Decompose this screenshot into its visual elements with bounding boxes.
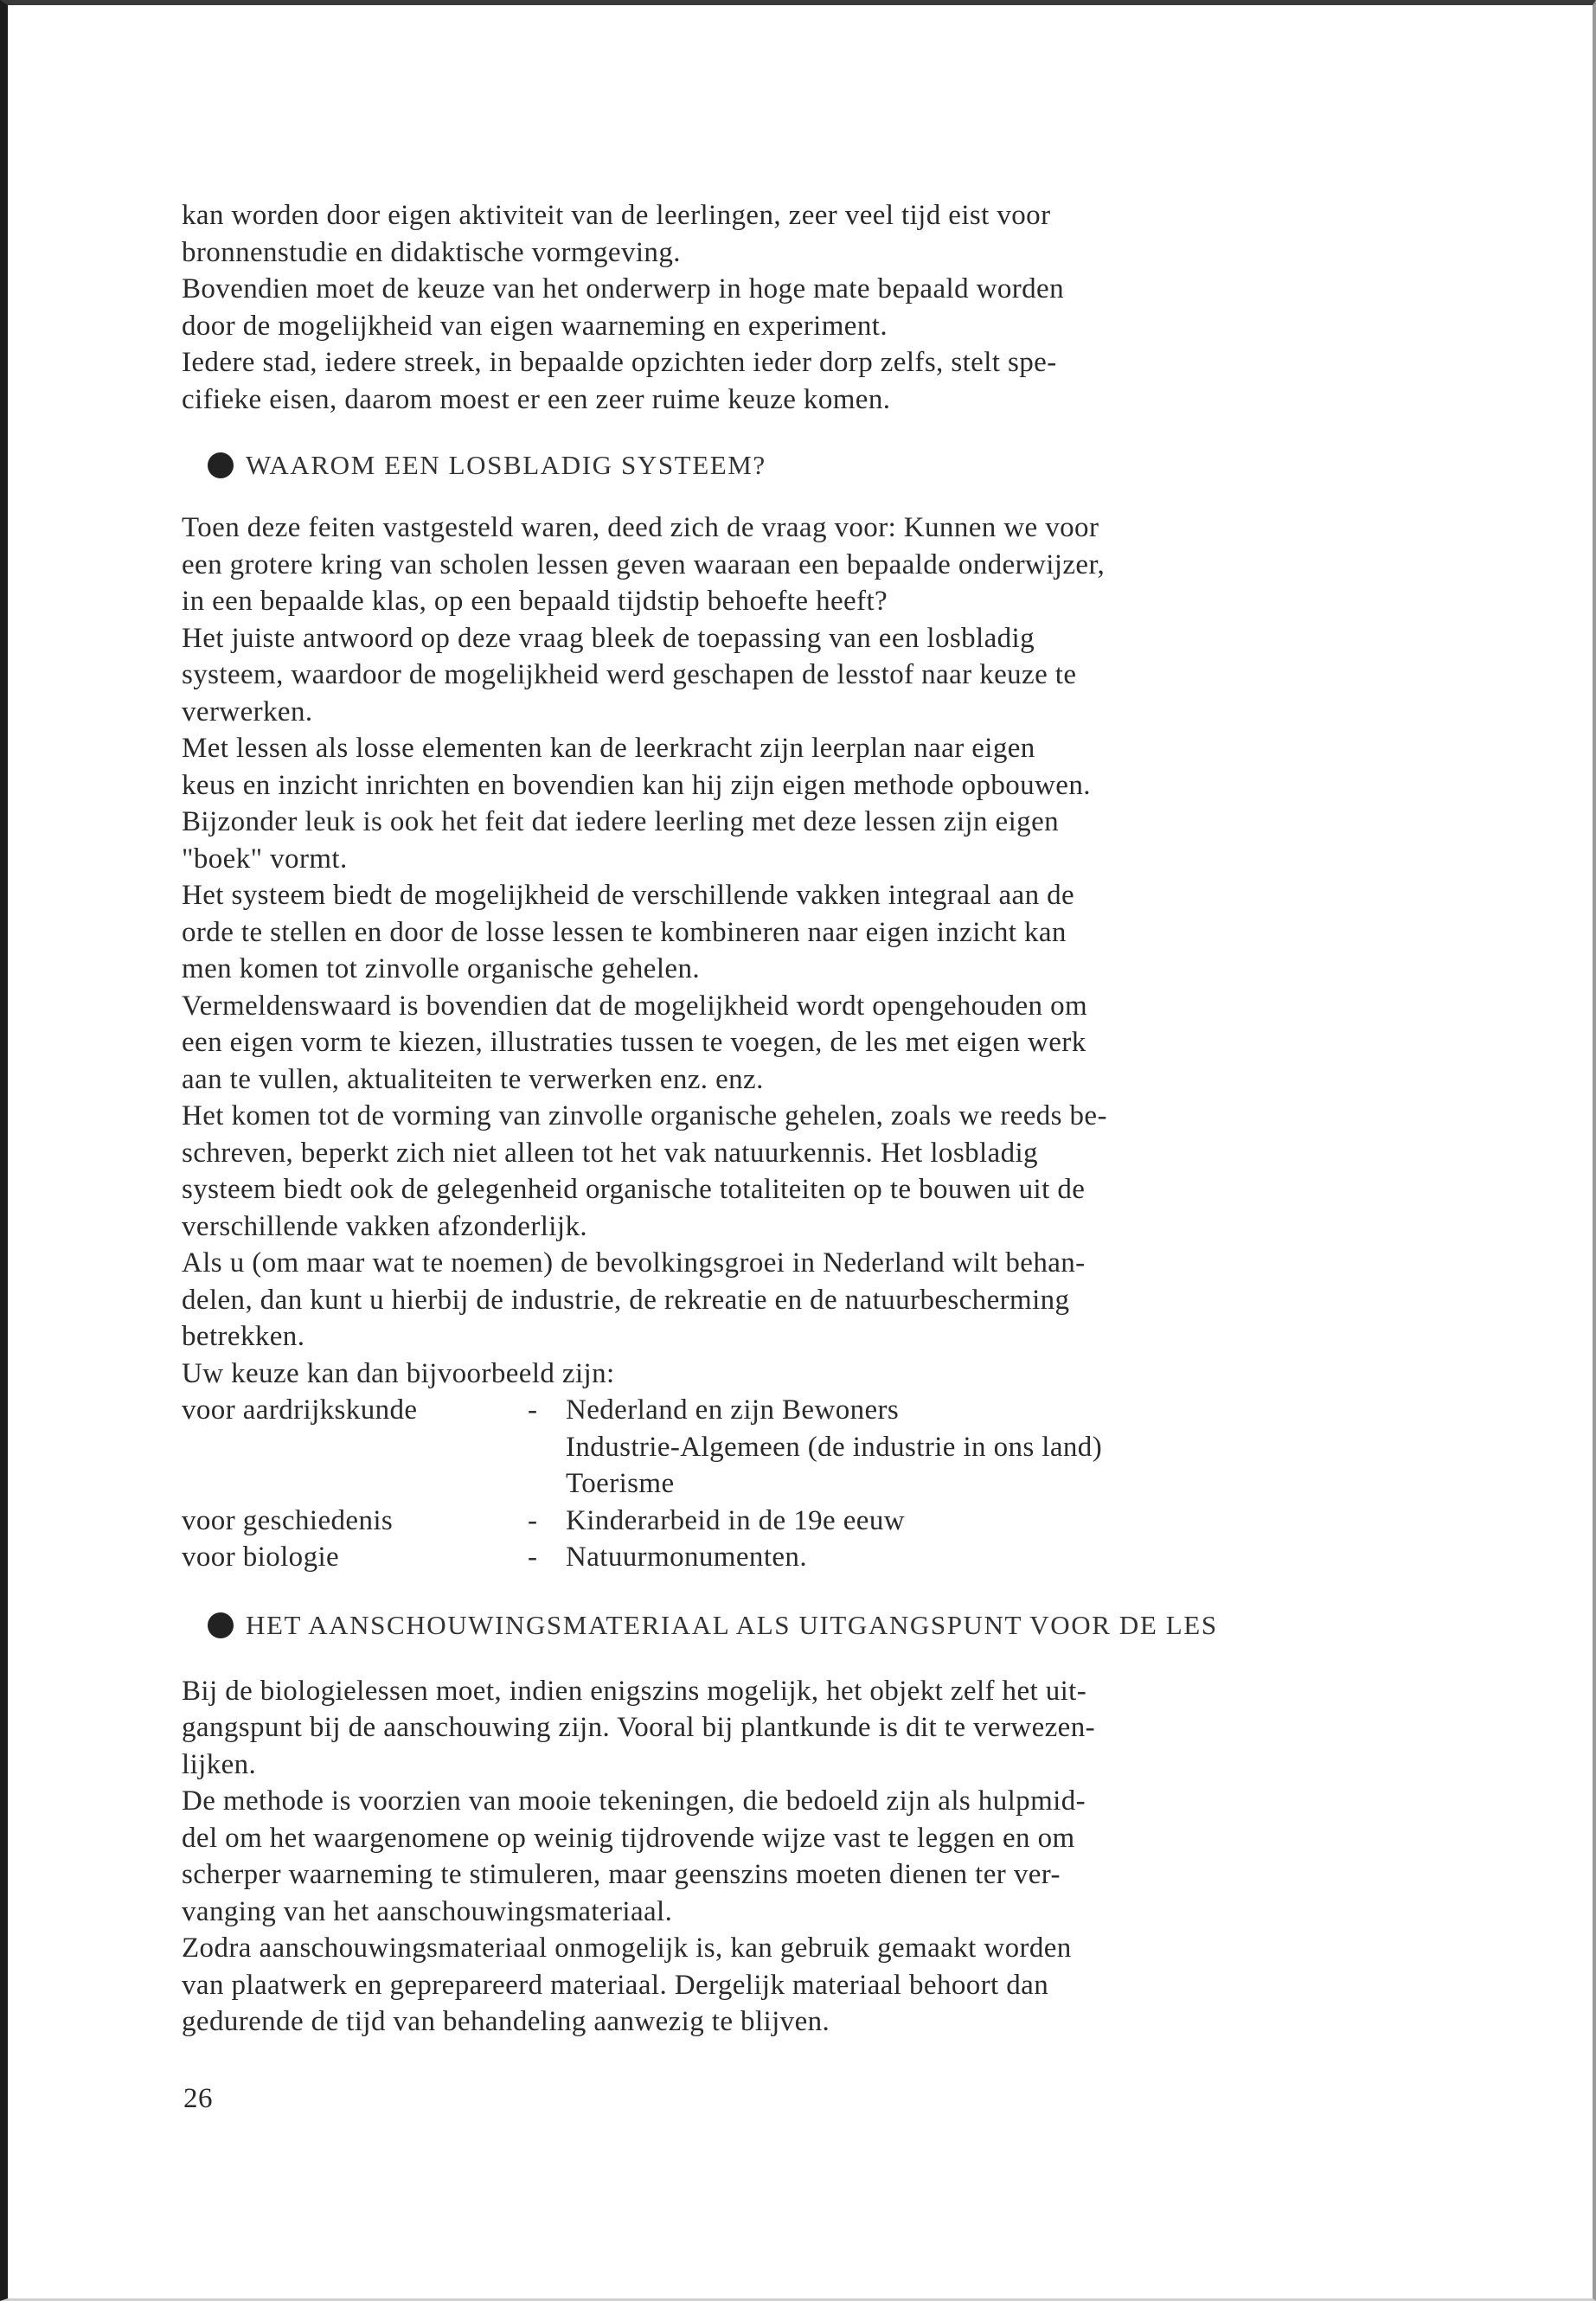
choice-topics bbox=[566, 1392, 1102, 1503]
text-line: Als u (om maar wat te noemen) de bevolkingsgroei in Nederland wilt behan- bbox=[182, 1247, 1086, 1279]
choice-topic: Natuurmonumenten. bbox=[566, 1541, 807, 1573]
text-line: Met lessen als losse elementen kan de leerkracht zijn leerplan naar eigen bbox=[182, 733, 1035, 764]
text-line: systeem biedt ook de gelegenheid organische totaliteiten op te bouwen uit de bbox=[182, 1174, 1086, 1205]
text-line: Het komen tot de vorming van zinvolle organische gehelen, zoals we reeds be- bbox=[182, 1100, 1107, 1131]
text-line: verwerken. bbox=[182, 695, 313, 727]
subject-choice-row bbox=[182, 1539, 1479, 1576]
text-line: van plaatwerk en geprepareerd materiaal. Dergelijk materiaal behoort dan bbox=[182, 1969, 1049, 2001]
choice-subject: voor aardrijkskunde bbox=[182, 1394, 418, 1426]
section-aanschouwing-body bbox=[182, 1673, 1479, 2041]
text-line: aan te vullen, aktualiteiten te verwerken enz. enz. bbox=[182, 1063, 764, 1095]
choice-topics bbox=[566, 1503, 905, 1540]
text-line: Uw keuze kan dan bijvoorbeeld zijn: bbox=[182, 1357, 615, 1389]
choice-dash: - bbox=[528, 1541, 538, 1573]
subject-choice-row bbox=[182, 1392, 1479, 1503]
text-line: scherper waarneming te stimuleren, maar geenszins moeten dienen ter ver- bbox=[182, 1859, 1061, 1890]
text-line: een eigen vorm te kiezen, illustraties tussen te voegen, de les met eigen werk bbox=[182, 1027, 1086, 1058]
choice-subject: voor biologie bbox=[182, 1541, 340, 1573]
choice-topic: Nederland en zijn Bewoners bbox=[566, 1394, 900, 1426]
text-line: Iedere stad, iedere streek, in bepaalde opzichten ieder dorp zelfs, stelt spe- bbox=[182, 347, 1057, 378]
text-line: in een bepaalde klas, op een bepaald tijdstip behoefte heeft? bbox=[182, 586, 888, 617]
choice-dash: - bbox=[528, 1394, 538, 1426]
choice-topic: Industrie-Algemeen (de industrie in ons land) bbox=[566, 1431, 1103, 1463]
page-number: 26 bbox=[183, 2083, 213, 2114]
subject-choice-list bbox=[182, 1392, 1479, 1576]
text-line: gedurende de tijd van behandeling aanwezig te blijven. bbox=[182, 2006, 830, 2037]
subject-choice-row bbox=[182, 1503, 1479, 1540]
page-content bbox=[182, 197, 1479, 2041]
choice-dash: - bbox=[528, 1504, 538, 1536]
text-line: gangspunt bij de aanschouwing zijn. Vooral bij plantkunde is dit te verwezen- bbox=[182, 1712, 1096, 1743]
text-line: cifieke eisen, daarom moest er een zeer ruime keuze komen. bbox=[182, 383, 891, 415]
section-losbladig-body bbox=[182, 510, 1479, 1392]
text-line: keus en inzicht inrichten en bovendien kan hij zijn eigen methode opbouwen. bbox=[182, 769, 1091, 801]
text-line: Vermeldenswaard is bovendien dat de mogelijkheid wordt opengehouden om bbox=[182, 990, 1088, 1022]
text-line: del om het waargenomene op weinig tijdrovende wijze vast te leggen en om bbox=[182, 1822, 1075, 1854]
text-line: "boek" vormt. bbox=[182, 843, 348, 875]
section-heading-text: HET AANSCHOUWINGSMATERIAAL ALS UITGANGSPUNT VOOR DE LES bbox=[246, 1609, 1218, 1640]
choice-topic: Kinderarbeid in de 19e eeuw bbox=[566, 1504, 905, 1536]
text-line: Bovendien moet de keuze van het onderwerp in hoge mate bepaald worden bbox=[182, 273, 1064, 304]
bullet-icon bbox=[208, 452, 234, 478]
text-line: Bij de biologielessen moet, indien enigszins mogelijk, het objekt zelf het uit- bbox=[182, 1675, 1087, 1707]
choice-subject: voor geschiedenis bbox=[182, 1504, 394, 1536]
text-line: schreven, beperkt zich niet alleen tot het vak natuurkennis. Het losbladig bbox=[182, 1137, 1038, 1169]
text-line: Het juiste antwoord op deze vraag bleek de toepassing van een losbladig bbox=[182, 622, 1035, 654]
section-heading-text: WAAROM EEN LOSBLADIG SYSTEEM? bbox=[246, 450, 766, 480]
text-line: systeem, waardoor de mogelijkheid werd geschapen de lesstof naar keuze te bbox=[182, 659, 1077, 690]
intro-paragraph bbox=[182, 197, 1479, 418]
choice-topic: Toerisme bbox=[566, 1468, 675, 1499]
text-line: orde te stellen en door de losse lessen te kombineren naar eigen inzicht kan bbox=[182, 916, 1067, 948]
text-line: bronnenstudie en didaktische vormgeving. bbox=[182, 236, 681, 268]
text-line: Het systeem biedt de mogelijkheid de verschillende vakken integraal aan de bbox=[182, 880, 1075, 911]
section-heading-aanschouwing bbox=[182, 1607, 1479, 1644]
bullet-icon bbox=[208, 1612, 234, 1638]
text-line: Zodra aanschouwingsmateriaal onmogelijk is, kan gebruik gemaakt worden bbox=[182, 1932, 1072, 1964]
text-line: een grotere kring van scholen lessen geven waaraan een bepaalde onderwijzer, bbox=[182, 548, 1106, 580]
choice-topics bbox=[566, 1539, 807, 1576]
text-line: vanging van het aanschouwingsmateriaal. bbox=[182, 1895, 673, 1927]
text-line: delen, dan kunt u hierbij de industrie, de rekreatie en de natuurbescherming bbox=[182, 1284, 1070, 1316]
text-line: door de mogelijkheid van eigen waarneming en experiment. bbox=[182, 310, 888, 342]
text-line: Bijzonder leuk is ook het feit dat iedere leerling met deze lessen zijn eigen bbox=[182, 806, 1060, 837]
text-line: men komen tot zinvolle organische gehelen. bbox=[182, 953, 701, 984]
text-line: verschillende vakken afzonderlijk. bbox=[182, 1210, 587, 1242]
text-line: betrekken. bbox=[182, 1321, 305, 1352]
text-line: kan worden door eigen aktiviteit van de leerlingen, zeer veel tijd eist voor bbox=[182, 200, 1051, 231]
section-heading-losbladig bbox=[182, 447, 1479, 484]
text-line: lijken. bbox=[182, 1748, 257, 1780]
text-line: De methode is voorzien van mooie tekeningen, die bedoeld zijn als hulpmid- bbox=[182, 1785, 1086, 1817]
text-line: Toen deze feiten vastgesteld waren, deed zich de vraag voor: Kunnen we voor bbox=[182, 512, 1099, 543]
